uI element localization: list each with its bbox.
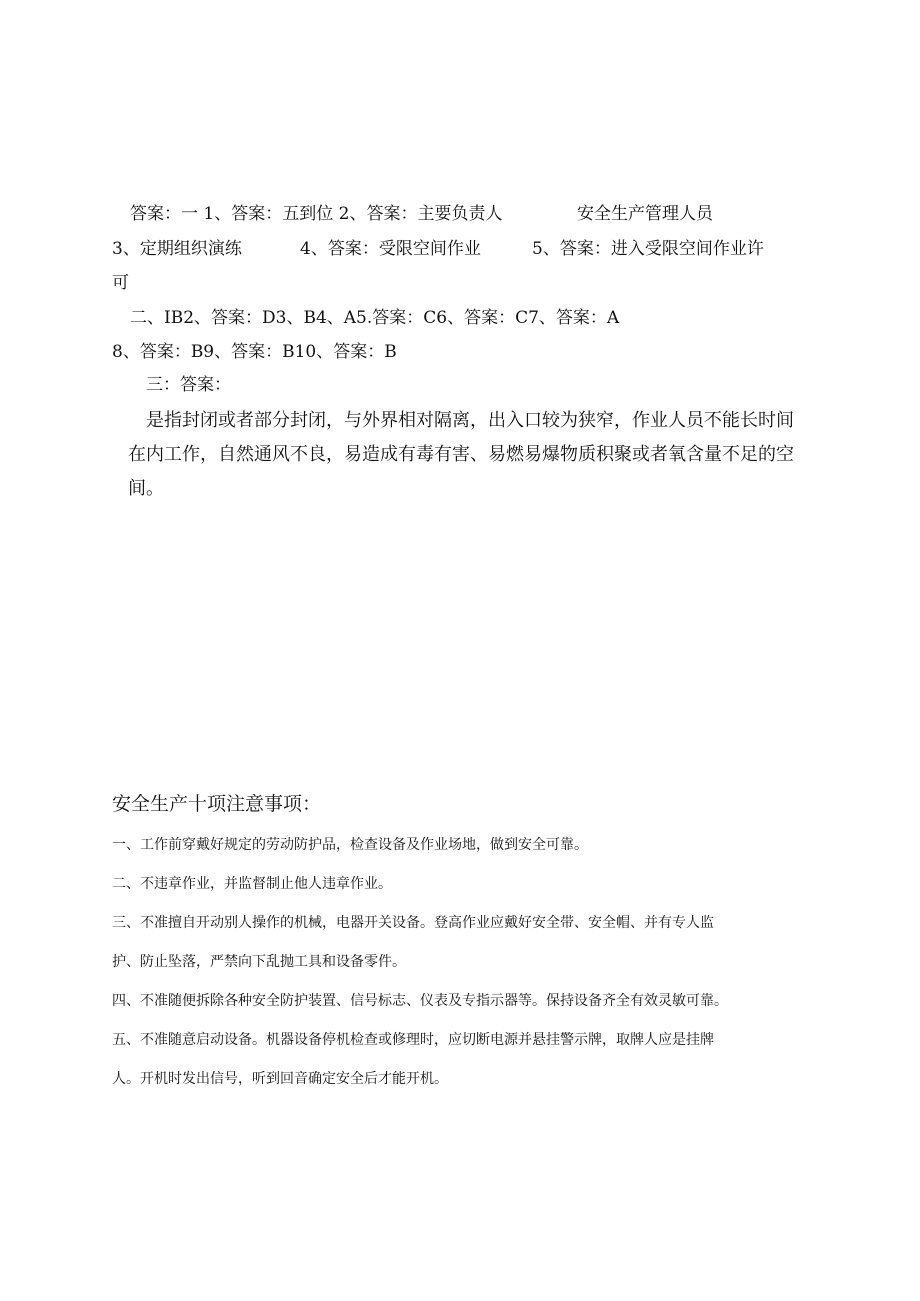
notice-item-3 (112, 914, 714, 932)
answer-line-2-part3: 5、答案：进入受限空间作业许 (532, 239, 764, 259)
answer-line-1-right (577, 204, 713, 224)
answer-line-4 (130, 308, 619, 328)
answer-line-5-text: 8、答案：B9、答案：B10、答案：B (112, 342, 397, 362)
answer-line-1-part2: 安全生产管理人员 (577, 204, 713, 224)
answer-line-6-text: 三：答案： (146, 375, 231, 395)
notice-text-5: 五、不准随意启动设备。机器设备停机检查或修理时，应切断电源并悬挂警示牌，取牌人应是挂牌 (112, 1032, 714, 1048)
notice-text-4: 四、不准随便拆除各种安全防护装置、信号标志、仪表及专指示器等。保持设备齐全有效灵敏可靠。 (112, 993, 728, 1009)
definition-line-1 (146, 404, 794, 438)
notice-text-3-cont: 护、防止坠落，严禁向下乱抛工具和设备零件。 (112, 954, 406, 970)
answer-line-2b (300, 239, 481, 259)
notice-item-3-cont (112, 953, 406, 971)
notice-item-2 (112, 875, 392, 893)
notices-title-text: 安全生产十项注意事项： (112, 793, 322, 815)
answer-line-4-text: 二、IB2、答案：D3、B4、A5.答案：C6、答案：C7、答案：A (130, 308, 620, 328)
definition-line-3 (128, 472, 164, 506)
notice-item-5 (112, 1031, 714, 1049)
answer-line-1-part1: 答案：一 1、答案：五到位 2、答案：主要负责人 (130, 204, 503, 224)
definition-text-2: 在内工作，自然通风不良，易造成有毒有害、易燃易爆物质积聚或者氧含量不足的空 (128, 444, 794, 465)
notice-item-1 (112, 836, 588, 854)
answer-line-3 (112, 273, 129, 293)
answer-line-6 (146, 375, 231, 395)
definition-text-3: 间。 (128, 478, 164, 499)
notice-item-4 (112, 992, 728, 1010)
notices-title (112, 792, 321, 816)
answer-line-1 (130, 204, 502, 224)
notice-text-1: 一、工作前穿戴好规定的劳动防护品，检查设备及作业场地，做到安全可靠。 (112, 837, 588, 853)
notice-text-2: 二、不违章作业，并监督制止他人违章作业。 (112, 876, 392, 892)
definition-line-2 (128, 438, 794, 472)
answer-line-2a (112, 239, 242, 259)
answer-line-5 (112, 342, 397, 362)
answer-line-2-part1: 3、定期组织演练 (112, 239, 242, 259)
definition-text-1: 是指封闭或者部分封闭，与外界相对隔离，出入口较为狭窄，作业人员不能长时间 (146, 410, 794, 431)
notice-text-3: 三、不准擅自开动别人操作的机械，电器开关设备。登高作业应戴好安全带、安全帽、并有专人监 (112, 915, 714, 931)
answer-line-2-part2: 4、答案：受限空间作业 (300, 239, 481, 259)
notice-text-5-cont: 人。开机时发出信号，听到回音确定安全后才能开机。 (112, 1071, 448, 1087)
answer-line-3-text: 可 (112, 273, 129, 293)
answer-line-2c (532, 239, 764, 259)
notice-item-5-cont (112, 1070, 448, 1088)
